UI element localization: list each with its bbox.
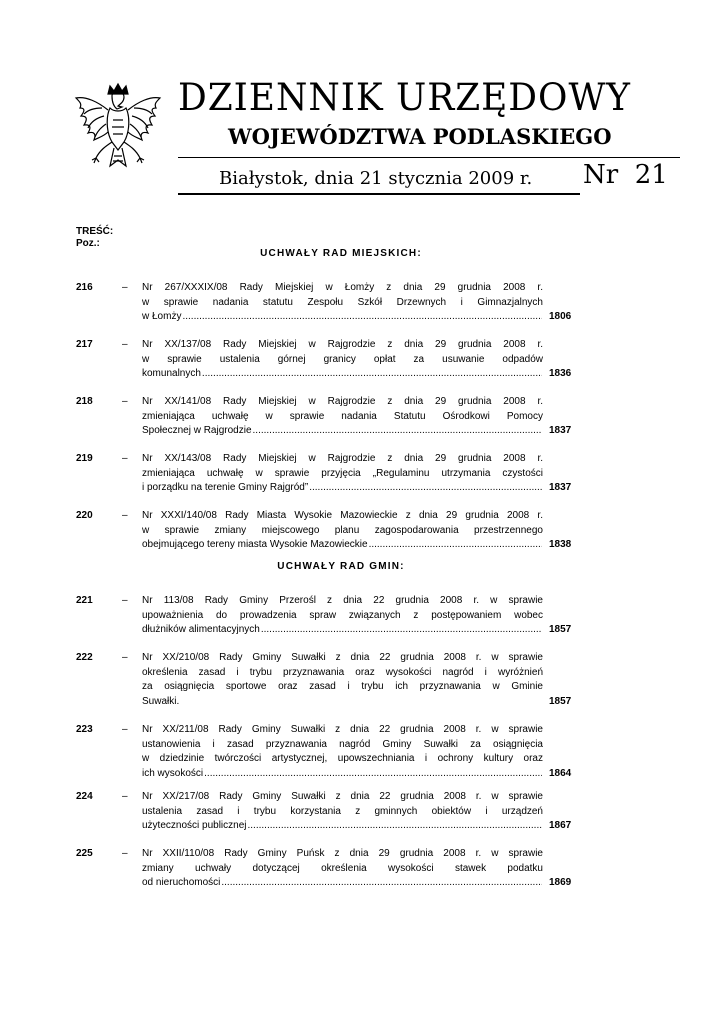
entry-dash: – [122,282,128,293]
dot-leader [261,623,542,638]
entry-title-line: Nr XX/143/08 Rady Miejskiej w Rajgrodzie z dnia 29 grudnia 2008 r. [142,453,543,464]
entry-title-line: za osiągnięcia sportowe oraz zasad i trybu ich przyznawania w Gminie [142,681,543,692]
entry-title-line: zmiany uchwały dotyczącej określenia wysokości stawek podatku [142,862,543,874]
entry-position-number: 220 [76,510,93,521]
entry-page-number: 1837 [549,482,572,493]
header-divider-bold [178,193,580,195]
entry-title-line: upoważnienia do prowadzenia spraw związanych z postępowaniem wobec [142,609,543,621]
eagle-emblem-icon [72,80,164,176]
entry-title-last-line [142,876,543,891]
entry-dash: – [122,724,128,735]
toc-entry[interactable] [76,723,576,781]
entry-title-line: w sprawie zmiany miejscowego planu zagospodarowania przestrzennego [142,524,543,536]
entry-title-line: Nr XX/210/08 Rady Gminy Suwałki z dnia 22 grudnia 2008 r. w sprawie [142,652,543,663]
dot-leader [253,424,542,439]
entry-title-line: zmieniająca uchwałę w sprawie nadania Statutu Ośrodkowi Pomocy [142,410,543,422]
entry-dash: – [122,652,128,663]
toc-entry[interactable] [76,452,576,496]
entry-position-number: 222 [76,652,93,663]
entry-title-line: określenia zasad i trybu przyznawania oraz wysokości nagród i wyróżnień [142,666,543,678]
section-heading: UCHWAŁY RAD GMIN: [277,561,405,572]
entry-dash: – [122,848,128,859]
entry-title-end: w Łomży [142,311,182,322]
entry-page-number: 1836 [549,368,572,379]
entry-title-last-line [142,695,543,710]
entry-position-number: 224 [76,791,93,802]
entry-title-last-line [142,623,543,638]
toc-entry[interactable] [76,594,576,638]
entry-position-number: 217 [76,339,93,350]
entry-title-line: Nr XX/137/08 Rady Miejskiej w Rajgrodzie z dnia 29 grudnia 2008 r. [142,339,543,350]
entry-title-last-line [142,424,543,439]
entry-title-line: Nr 267/XXXIX/08 Rady Miejskiej w Łomży z dnia 29 grudnia 2008 r. [142,282,543,293]
dot-leader [221,876,542,891]
entry-position-number: 219 [76,453,93,464]
entry-title-last-line [142,767,543,782]
entry-title-line: w sprawie nadania statutu Zespołu Szkół Drzewnych i Gimnazjalnych [142,296,543,308]
contents-label: TREŚĆ: [76,226,114,237]
issue-number: Nr 21 [583,160,668,190]
entry-page-number: 1837 [549,425,572,436]
entry-title [142,790,543,834]
entry-position-number: 221 [76,595,93,606]
entry-dash: – [122,453,128,464]
gazette-subtitle: WOJEWÓDZTWA PODLASKIEGO [228,124,612,149]
gazette-title: DZIENNIK URZĘDOWY [178,76,631,119]
entry-position-number: 218 [76,396,93,407]
entry-title-line: Nr 113/08 Rady Gminy Przerośl z dnia 22 grudnia 2008 r. w sprawie [142,595,543,606]
entry-title [142,847,543,891]
entry-title-end: i porządku na terenie Gminy Rajgród” [142,482,309,493]
entry-title-line: ustalenia zasad i trybu korzystania z gminnych obiektów i urządzeń [142,805,543,817]
toc-entry[interactable] [76,509,576,553]
dot-leader [369,538,542,553]
entry-title-end: Suwałki. [142,695,180,707]
entry-title-last-line [142,310,543,325]
entry-title-end: od nieruchomości [142,877,221,888]
entry-page-number: 1864 [549,767,572,779]
section-heading: UCHWAŁY RAD MIEJSKICH: [260,248,422,259]
entry-title-end: ich wysokości [142,767,204,779]
entry-page-number: 1857 [549,695,572,707]
entry-page-number: 1857 [549,624,572,635]
entry-title-end: obejmującego tereny miasta Wysokie Mazowieckie [142,539,368,550]
entry-title-line: Nr XX/217/08 Rady Gminy Suwałki z dnia 22 grudnia 2008 r. w sprawie [142,791,543,802]
entry-title-line: Nr XX/211/08 Rady Gminy Suwałki z dnia 22 grudnia 2008 r. w sprawie [142,724,543,735]
header-divider [178,157,680,158]
entry-dash: – [122,595,128,606]
entry-title-line: w sprawie ustalenia górnej granicy opłat za usuwanie odpadów [142,353,543,365]
dot-leader [309,481,542,496]
toc-entry[interactable] [76,651,576,709]
entry-page-number: 1806 [549,311,572,322]
entry-title-last-line [142,367,543,382]
toc-entry[interactable] [76,847,576,891]
entry-title [142,594,543,638]
entry-title [142,723,543,781]
entry-title-end: dłużników alimentacyjnych [142,624,260,635]
dot-leader [182,310,542,325]
entry-title-end: Społecznej w Rajgrodzie [142,425,252,436]
dot-leader [204,767,542,782]
entry-title-line: Nr XXXI/140/08 Rady Miasta Wysokie Mazowieckie z dnia 29 grudnia 2008 r. [142,510,543,521]
entry-title-last-line [142,538,543,553]
toc-label [76,226,113,250]
entry-position-number: 216 [76,282,93,293]
toc-entry[interactable] [76,790,576,834]
entry-dash: – [122,396,128,407]
position-label: Poz.: [76,238,100,249]
entry-dash: – [122,791,128,802]
entry-title [142,281,543,325]
entry-dash: – [122,510,128,521]
entry-title-last-line [142,819,543,834]
entry-title-line: Nr XXII/110/08 Rady Gminy Puńsk z dnia 29 grudnia 2008 r. w sprawie [142,848,543,859]
entry-title [142,338,543,382]
entry-title-end: komunalnych [142,368,201,379]
entry-page-number: 1867 [549,820,572,831]
place-and-date: Białystok, dnia 21 stycznia 2009 r. [219,168,533,189]
entry-title [142,452,543,496]
toc-entry[interactable] [76,395,576,439]
entry-position-number: 223 [76,724,93,735]
entry-position-number: 225 [76,848,93,859]
entry-title-end: użyteczności publicznej [142,820,247,831]
entry-dash: – [122,339,128,350]
toc-entry[interactable] [76,281,576,325]
dot-leader [202,367,542,382]
entry-page-number: 1838 [549,539,572,550]
entry-title-line: ustanowienia i zasad przyznawania nagród Gminy Suwałki za osiągnięcia [142,738,543,750]
toc-entry[interactable] [76,338,576,382]
entry-title [142,509,543,553]
entry-title [142,395,543,439]
entry-title-line: Nr XX/141/08 Rady Miejskiej w Rajgrodzie z dnia 29 grudnia 2008 r. [142,396,543,407]
entry-title-line: zmieniająca uchwałę w sprawie przyjęcia „Regulaminu utrzymania czystości [142,467,543,479]
entry-title-last-line [142,481,543,496]
entry-page-number: 1869 [549,877,572,888]
entry-title-line: w dziedzinie twórczości artystycznej, upowszechniania i ochrony kultury oraz [142,753,543,764]
entry-title [142,651,543,709]
dot-leader [248,819,543,834]
